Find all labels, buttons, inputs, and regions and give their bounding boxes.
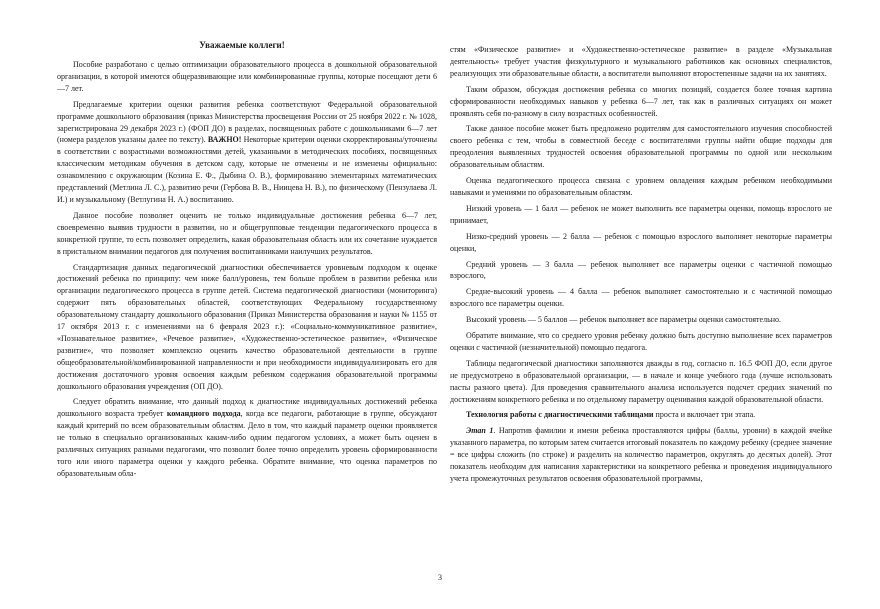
paragraph — [450, 409, 832, 421]
paragraph-text: . Напротив фамилии и имени ребенка проставляются цифры (баллы, уровни) в каждой ячейке указанного параметра, по которым затем считается итоговый показатель по каждому ребенку (среднее значение = все цифры сложить (по строке) и разделить на количество параметров, округлять до десятых долей). Этот показатель необходим для написания характеристики на конкретного ребенка и проведения индивидуального учета промежуточных результатов освоения образовательной программы, — [450, 426, 832, 483]
level-medium: Средний уровень — 3 балла — ребенок выполняет все параметры оценки с частичной помощью взрослого, — [450, 259, 832, 281]
paragraph: Также данное пособие может быть предложено родителям для самостоятельного изучения способностей своего ребенка с тем, чтобы в совместной беседе с воспитателями группы найти общие подходы для преодоления выявленных трудностей освоения образовательной программы по одной или нескольким образовательным областям. — [450, 124, 832, 170]
level-low-medium: Низко-средний уровень — 2 балла — ребенок с помощью взрослого выполняет некоторые параметры оценки, — [450, 231, 832, 253]
paragraph — [57, 396, 437, 479]
stage-label: Этап 1 — [466, 426, 494, 436]
level-low: Низкий уровень — 1 балл — ребенок не может выполнить все параметры оценки, помощь взрослого не принимает, — [450, 203, 832, 225]
paragraph: Пособие разработано с целью оптимизации образовательного процесса в дошкольной образовательной организации, в которой имеются общеразвивающие или комбинированные группы, которые посещают дети 6—7 лет. — [57, 60, 437, 93]
paragraph-continued: стям «Физическое развитие» и «Художественно-эстетическое развитие» в разделе «Музыкальная деятельность» требует участия физкультурного и музыкального работников как основных специалистов, реализующих эти образовательные области, а воспитатели выполняют второстепенные задачи на их занятиях. — [450, 45, 832, 78]
page-number: 3 — [438, 573, 442, 582]
right-column — [450, 44, 832, 489]
left-column — [57, 59, 437, 484]
emphasis-team-approach: командного подхода — [166, 409, 241, 419]
paragraph-text: проста и включает три этапа. — [653, 410, 756, 420]
paragraph: Таблицы педагогической диагностики заполняются дважды в год, согласно п. 16.5 ФОП ДО, если другое не предусмотрено в образовательной организации, — в начале и конце учебного года (лучше использовать пасты разного цвета). Для проведения сравнительного анализа используется подсчет средних значений по достижениям конкретного ребенка и по отдельному параметру оценивания каждой образовательной области. — [450, 358, 832, 404]
paragraph: Данное пособие позволяет оценить не только индивидуальные достижения ребенка 6—7 лет, своевременно выявив трудности в развитии, но и общегрупповые тенденции педагогического процесса в конкретной группе, то есть позволяет определить, какая образовательная область или их сочетание нуждается в пристальном внимании педагогов для получения воспитанниками наилучших результатов. — [57, 210, 437, 256]
emphasis-technology: Технология работы с диагностическими таблицами — [466, 410, 654, 420]
paragraph: Оценка педагогического процесса связана с уровнем овладения каждым ребенком необходимыми навыками и умениями по образовательным областям. — [450, 176, 832, 197]
paragraph-text: Предлагаемые критерии оценки развития ребенка соответствуют Федеральной образовательной программе дошкольного образования (приказ Министерства просвещения России от 25 ноября 2022 г. № 1028, зарегистрирована 29 декабря 2023 г.) (ФОП ДО) в разделах, посвященных работе с дошкольниками 6—7 лет (номера разделов указаны далее по тексту). — [57, 99, 437, 145]
paragraph-text: , когда все педагоги, работающие в группе, обсуждают каждый критерий по всем образовательным областям. Дело в том, что каждый параметр оценки проявляется не только в специально организованных каким-либо одним педагогом условиях, а может быть оценен в различных ситуациях разными педагогами, что позволит более точно определить уровень сформированности того или иного параметра оценки у каждого ребенка. Обратите внимание, что оценка параметров по образовательным обла- — [57, 409, 438, 478]
paragraph-text: Следует обратить внимание, что данный подход к диагностике индивидуальных достижений ребенка дошкольного возраста требует — [57, 397, 437, 419]
page-title: Уважаемые коллеги! — [199, 40, 285, 50]
paragraph-text: Некоторые критерии оценки скорректированы/уточнены в соответствии с возрастными возможностями детей, указанными в методических пособиях, посвященных классическим методикам обучения в детском саду, которые не отменены и не изменены официально: ознакомлению с окружающим (Козина Е. Ф., Дыбина О. В.), формированию элементарных математических представлений (Метлина Л. С.), развитию речи (Гербова В. В., Ниицева Н. В.), по физическому (Пензулаева Л. И.) и музыкальному (Ветлугина Н. А.) воспитанию. — [57, 135, 437, 204]
level-high: Высокий уровень — 5 баллов — ребенок выполняет все параметры оценки самостоятельно. — [466, 315, 782, 325]
paragraph — [57, 99, 437, 206]
level-medium-high: Средне-высокий уровень — 4 балла — ребенок выполняет самостоятельно и с частичной помощью взрослого все параметры оценки. — [450, 287, 832, 309]
emphasis-important: ВАЖНО! — [207, 135, 242, 145]
paragraph — [450, 425, 832, 485]
paragraph: Обратите внимание, что со среднего уровня ребенку должно быть доступно выполнение всех параметров оценки с частичной (незначительной) помощью педагога. — [450, 331, 832, 352]
paragraph: Стандартизация данных педагогической диагностики обеспечивается уровневым подходом к оценке достижений ребенка по принципу: чем ниже балл/уровень, тем больше проблем в развитии ребенка или организации педагогического процесса в группе детей. Система педагогической диагностики (мониторинга) содержит пять образовательных областей, соответствующих Федеральному государственному образовательному стандарту дошкольного образования (Приказ Министерства образования и науки № 1155 от 17 октября 2013 г. с изменениями на 6 февраля 2023 г.): «Социально-коммуникативное развитие», «Познавательное развитие», «Речевое развитие», «Художественно-эстетическое развитие», «Физическое развитие», что позволяет комплексно оценить качество образовательной деятельности в группе общеобразовательной/комбинированной направленности и при необходимости индивидуализировать его для достижения достаточного уровня освоения каждым ребенком содержания образовательной программы дошкольного образования учреждения (ОП ДО). — [57, 262, 437, 391]
paragraph: Таким образом, обсуждая достижения ребенка со многих позиций, создается более точная картина сформированности необходимых навыков у ребенка 6—7 лет, так как в различных ситуациях он может проявлять себя по-разному в силу возрастных особенностей. — [450, 84, 832, 118]
